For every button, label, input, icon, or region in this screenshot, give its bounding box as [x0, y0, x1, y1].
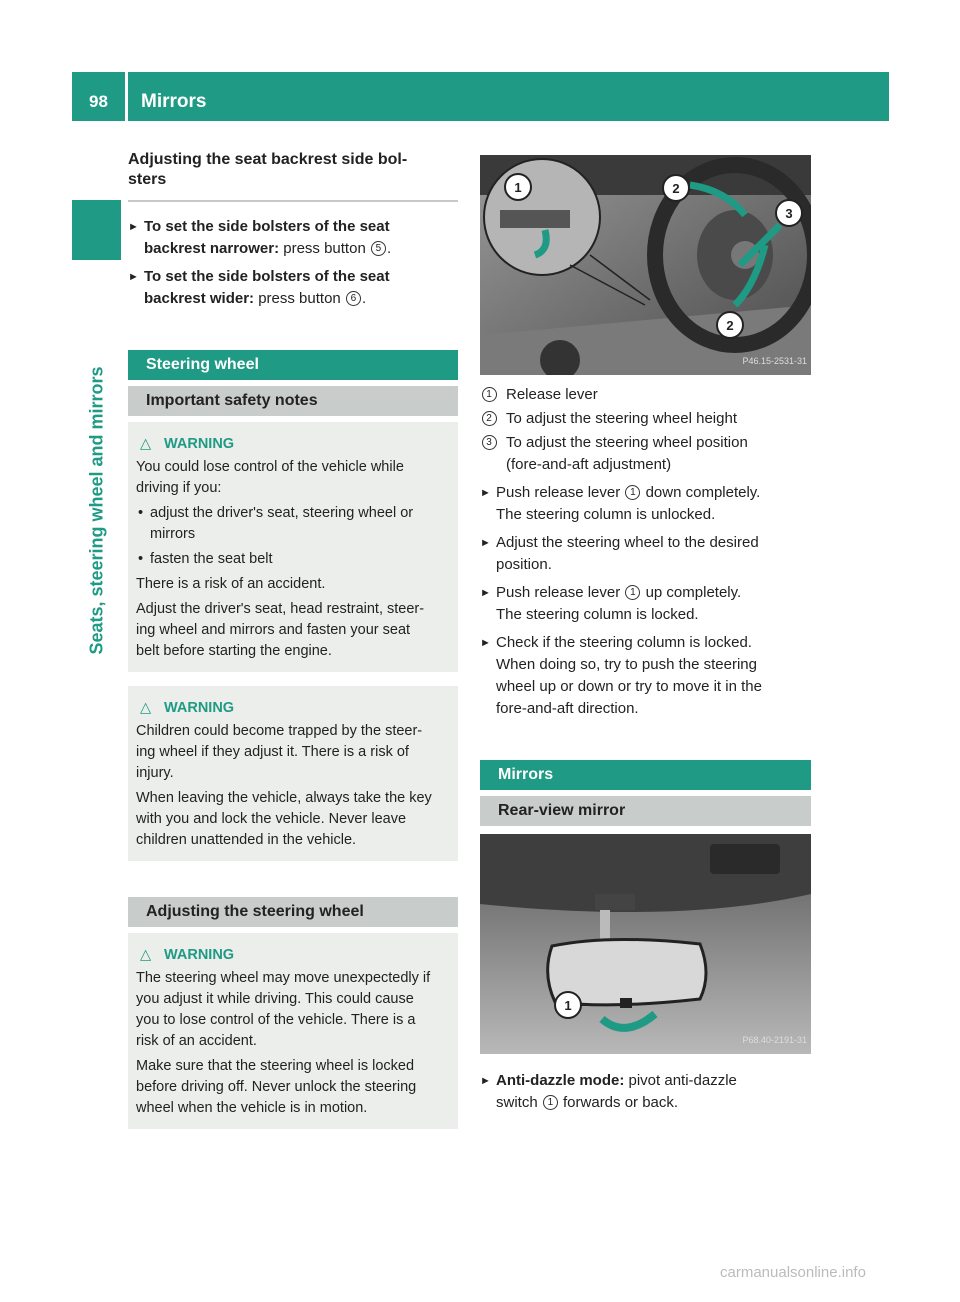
figure-code: P68.40-2191-31: [742, 1035, 807, 1045]
bullet-text: adjust the driver's seat, steering wheel or: [150, 505, 414, 521]
warning-text: injury.: [136, 765, 174, 781]
step-text: fore-and-aft direction.: [496, 700, 639, 717]
warning-bullet: • fasten the seat belt: [136, 549, 450, 570]
rearview-mirror-illustration: [480, 834, 811, 1054]
legend-text: To adjust the steering wheel height: [506, 410, 737, 427]
warning-text: you to lose control of the vehicle. There is a: [136, 1012, 416, 1028]
warning-text: before driving off. Never unlock the steering: [136, 1079, 417, 1095]
footer-watermark: carmanualsonline.info: [720, 1264, 866, 1281]
warning-text: wheel when the vehicle is in motion.: [136, 1100, 368, 1116]
warning-text: children unattended in the vehicle.: [136, 832, 357, 848]
warning-text: driving if you:: [136, 480, 222, 496]
warning-header: [136, 945, 450, 966]
step-text: forwards or back.: [558, 1094, 679, 1111]
subsection-heading-rearview: Rear-view mirror: [480, 796, 811, 826]
svg-text:3: 3: [785, 206, 793, 221]
instruction-step: ► To set the side bolsters of the seat backrest narrower: press button 5 .: [128, 218, 392, 257]
warning-bullet: [136, 503, 450, 545]
step-text: pivot anti-dazzle: [624, 1072, 737, 1089]
step-text: down completely.: [641, 484, 761, 501]
step-arrow-icon: ►: [480, 587, 491, 599]
warning-text: you adjust it while driving. This could cause: [136, 991, 414, 1007]
subsection-heading-adjusting: Adjusting the steering wheel: [128, 897, 458, 927]
legend-number-icon: 3: [482, 435, 497, 450]
step-text: wheel up or down or try to move it in the: [496, 678, 762, 695]
subsection-heading-safety: Important safety notes: [128, 386, 458, 416]
warning-header: [136, 698, 450, 719]
step-arrow-icon: ►: [480, 487, 491, 499]
instruction-step: ► To set the side bolsters of the seat backrest wider: press button 6 .: [128, 268, 390, 307]
lever-number-icon: 1: [625, 485, 640, 500]
steering-wheel-figure: [480, 155, 811, 375]
step-arrow-icon: ►: [128, 221, 139, 233]
step-text: Push release lever: [496, 584, 625, 601]
warning-text: When leaving the vehicle, always take the key: [136, 790, 432, 806]
section-heading-steering-wheel: Steering wheel: [128, 350, 458, 380]
lever-number-icon: 1: [625, 585, 640, 600]
switch-number-icon: 1: [543, 1095, 558, 1110]
instruction-step: [480, 632, 811, 720]
step-text: press button: [254, 290, 345, 307]
step-text: The steering column is unlocked.: [496, 506, 716, 523]
warning-triangle-icon: △: [140, 436, 152, 452]
page-title: Mirrors: [141, 91, 207, 112]
instruction-step: [480, 1070, 811, 1114]
svg-text:1: 1: [564, 998, 572, 1013]
svg-text:2: 2: [726, 318, 734, 333]
step-arrow-icon: ►: [480, 637, 491, 649]
right-column: [480, 150, 811, 1114]
warning-text: ing wheel and mirrors and fasten your seat: [136, 622, 411, 638]
step-text: Push release lever: [496, 484, 625, 501]
button-number-icon: 5: [371, 241, 386, 256]
warning-triangle-icon: △: [140, 947, 152, 963]
svg-text:1: 1: [514, 180, 522, 195]
warning-text: You could lose control of the vehicle while: [136, 459, 404, 475]
legend-number-icon: 1: [482, 387, 497, 402]
warning-label: WARNING: [164, 700, 235, 716]
legend-item: [480, 384, 811, 406]
warning-text: ing wheel if they adjust it. There is a risk of: [136, 744, 409, 760]
warning-label: WARNING: [164, 947, 235, 963]
warning-text: belt before starting the engine.: [136, 643, 332, 659]
warning-label: WARNING: [164, 436, 235, 452]
chapter-label: [72, 270, 121, 750]
step-text: The steering column is locked.: [496, 606, 699, 623]
step-text: Check if the steering column is locked.: [496, 634, 752, 651]
step-arrow-icon: ►: [480, 1075, 491, 1087]
step-text: position.: [496, 556, 552, 573]
legend-item: [480, 432, 811, 476]
rearview-mirror-figure: [480, 834, 811, 1054]
step-bold-text: backrest narrower:: [144, 240, 280, 257]
button-number-icon: 6: [346, 291, 361, 306]
step-bold-text: backrest wider:: [144, 290, 255, 307]
page-number: 98: [89, 92, 108, 111]
bullet-text: mirrors: [150, 526, 196, 542]
warning-text: Make sure that the steering wheel is locked: [136, 1058, 415, 1074]
instruction-step: [480, 482, 811, 526]
legend-text: To adjust the steering wheel position: [506, 434, 748, 451]
svg-text:2: 2: [672, 181, 680, 196]
warning-box: [128, 686, 458, 861]
warning-text: Children could become trapped by the steer-: [136, 723, 423, 739]
legend-text: Release lever: [506, 386, 598, 403]
step-arrow-icon: ►: [128, 271, 139, 283]
chapter-label-text: Seats, steering wheel and mirrors: [86, 366, 106, 655]
step-text: switch: [496, 1094, 542, 1111]
header-separator: [125, 72, 128, 121]
figure-code: P46.15-2531-31: [742, 356, 807, 366]
steering-wheel-illustration: [480, 155, 811, 375]
bolster-title-line: sters: [128, 171, 167, 188]
step-text: up completely.: [641, 584, 742, 601]
instruction-step: [480, 582, 811, 626]
warning-text: The steering wheel may move unexpectedly if: [136, 970, 431, 986]
step-text: press button: [279, 240, 370, 257]
step-bold-text: Anti-dazzle mode:: [496, 1072, 625, 1089]
step-text: When doing so, try to push the steering: [496, 656, 757, 673]
legend-number-icon: 2: [482, 411, 497, 426]
warning-text: with you and lock the vehicle. Never leave: [136, 811, 407, 827]
bolster-title-line: Adjusting the seat backrest side bol-: [128, 151, 408, 168]
section-heading-mirrors: Mirrors: [480, 760, 811, 790]
left-column: [118, 150, 458, 1129]
warning-triangle-icon: △: [140, 700, 152, 716]
step-bold-text: To set the side bolsters of the seat: [144, 218, 390, 235]
warning-box: [128, 422, 458, 672]
warning-text: There is a risk of an accident.: [136, 576, 326, 592]
instruction-step: [480, 532, 811, 576]
step-arrow-icon: ►: [480, 537, 491, 549]
bolster-section-title: [128, 150, 458, 202]
legend-text: (fore-and-aft adjustment): [506, 456, 672, 473]
step-bold-text: To set the side bolsters of the seat: [144, 268, 390, 285]
warning-text: Adjust the driver's seat, head restraint, steer-: [136, 601, 425, 617]
warning-header: [136, 434, 450, 455]
legend-item: [480, 408, 811, 430]
warning-box: [128, 933, 458, 1129]
warning-text: risk of an accident.: [136, 1033, 257, 1049]
step-text: Adjust the steering wheel to the desired: [496, 534, 759, 551]
chapter-tab: [72, 200, 121, 260]
